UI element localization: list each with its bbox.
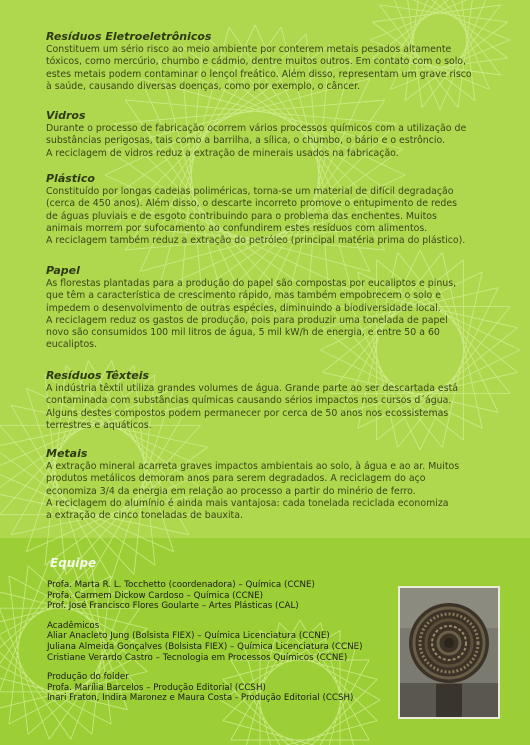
credit-line: Inari Fraton, Indira Maronez e Maura Costa - Produção Editorial (CCSH) bbox=[47, 693, 354, 704]
section-line: A reciclagem reduz os gastos de produção, pois para produzir uma tonelada de papel bbox=[46, 314, 448, 326]
section-vidros bbox=[46, 109, 506, 160]
section-line: As florestas plantadas para a produção do papel são compostas por eucaliptos e pinus, bbox=[46, 278, 457, 289]
credit-line: Profa. Marília Barcelos – Produção Editorial (CCSH) bbox=[47, 682, 266, 693]
credit-line: Cristiane Verardo Castro – Tecnologia em Processos Químicos (CCNE) bbox=[47, 652, 348, 663]
section-line: animais morrem por sufocamento ao confundirem estes resíduos com alimentos. bbox=[46, 222, 428, 234]
section-line: A reciclagem do alumínio é ainda mais vantajosa: cada tonelada reciclada economiza bbox=[46, 497, 449, 509]
section-line: A reciclagem de vidros reduz a extração de minerais usados na fabricação. bbox=[46, 147, 399, 159]
credit-line: Profa. Marta R. L. Tocchetto (coordenadora) – Química (CCNE) bbox=[47, 580, 315, 590]
section-line: A extração mineral acarreta graves impactos ambientais ao solo, à água e ao ar. Muitos bbox=[46, 461, 460, 472]
section-residuos-eletroeletronicos bbox=[46, 30, 506, 93]
section-line: contaminada com substâncias químicas causando sérios impactos nos cursos d´água. bbox=[46, 395, 452, 407]
section-title: Resíduos Eletroeletrônicos bbox=[46, 30, 212, 43]
section-line: economiza 3/4 da energia em relação ao processo a partir do minério de ferro. bbox=[46, 485, 416, 497]
section-title: Resíduos Têxteis bbox=[46, 369, 150, 382]
section-line: novo são consumidos 100 mil litros de água, 5 mil kW/h de energia, e entre 50 a 60 bbox=[46, 327, 440, 339]
section-line: Constituído por longas cadeias poliméricas, torna-se um material de difícil degradação bbox=[46, 186, 454, 197]
section-line: eucaliptos. bbox=[46, 339, 98, 351]
section-line: A reciclagem também reduz a extração do petróleo (principal matéria prima do plástico). bbox=[46, 235, 466, 247]
section-line: A indústria têxtil utiliza grandes volumes de água. Grande parte ao ser descartada está bbox=[46, 383, 459, 394]
section-body bbox=[46, 461, 506, 522]
section-body bbox=[46, 383, 506, 432]
section-line: impedem o desenvolvimento de outras espécies, diminuindo a biodiversidade local. bbox=[46, 302, 441, 314]
section-line: substâncias perigosas, tais como a barrilha, a sílica, o chumbo, o bário e o estrôncio. bbox=[46, 135, 446, 147]
section-title: Papel bbox=[46, 264, 80, 277]
section-line: à saúde, causando diversas doenças, como por exemplo, o câncer. bbox=[46, 80, 361, 92]
section-line: terrestres e aquáticos. bbox=[46, 419, 152, 431]
section-line: Alguns destes compostos podem permanecer por cerca de 50 anos nos ecossistemas bbox=[46, 407, 449, 419]
section-body bbox=[46, 44, 506, 93]
section-body bbox=[46, 278, 506, 352]
section-line: tóxicos, como mercúrio, chumbo e cádmio, dentre muitos outros. Em contato com o solo, bbox=[46, 56, 467, 68]
section-body bbox=[46, 186, 506, 247]
credit-line: Prof. José Francisco Flores Goularte – Artes Plásticas (CAL) bbox=[47, 601, 299, 612]
section-title: Vidros bbox=[46, 109, 86, 122]
section-plastico bbox=[46, 172, 506, 247]
section-residuos-texteis bbox=[46, 369, 506, 432]
section-line: a extração de cinco toneladas de bauxita. bbox=[46, 510, 243, 522]
section-line: (cerca de 450 anos). Além disso, o descarte incorreto promove o entupimento de redes bbox=[46, 198, 458, 210]
group-heading: Acadêmicos bbox=[47, 620, 100, 631]
section-line: produtos metálicos demoram anos para serem degradados. A reciclagem do aço bbox=[46, 473, 426, 485]
credit-line: Aliar Anacleto Jung (Bolsista FIEX) – Química Licenciatura (CCNE) bbox=[47, 631, 330, 642]
credit-line: Juliana Almeida Gonçalves (Bolsista FIEX) – Química Licenciatura (CCNE) bbox=[47, 641, 363, 652]
section-line: que têm a característica de crescimento rápido, mas também empobrecem o solo e bbox=[46, 290, 442, 302]
section-line: Constituem um sério risco ao meio ambiente por conterem metais pesados altamente bbox=[46, 44, 452, 55]
section-line: Durante o processo de fabricação ocorrem vários processos químicos com a utilização de bbox=[46, 123, 467, 134]
section-body bbox=[46, 123, 506, 160]
group-heading: Produção do folder bbox=[47, 672, 129, 683]
section-papel bbox=[46, 264, 506, 352]
section-line: estes metais podem contaminar o lençol freático. Além disso, representam um grave risco bbox=[46, 68, 472, 80]
team-credits bbox=[47, 580, 407, 704]
section-title: Plástico bbox=[46, 172, 95, 185]
sculpture-photo bbox=[398, 586, 500, 719]
section-line: de águas pluviais e de esgoto contribuindo para o problema das enchentes. Muitos bbox=[46, 210, 437, 222]
credit-line: Profa. Carmem Dickow Cardoso – Química (CCNE) bbox=[47, 590, 264, 601]
section-title: Metais bbox=[46, 447, 88, 460]
section-metais bbox=[46, 447, 506, 522]
equipe-heading: Equipe bbox=[50, 556, 97, 570]
